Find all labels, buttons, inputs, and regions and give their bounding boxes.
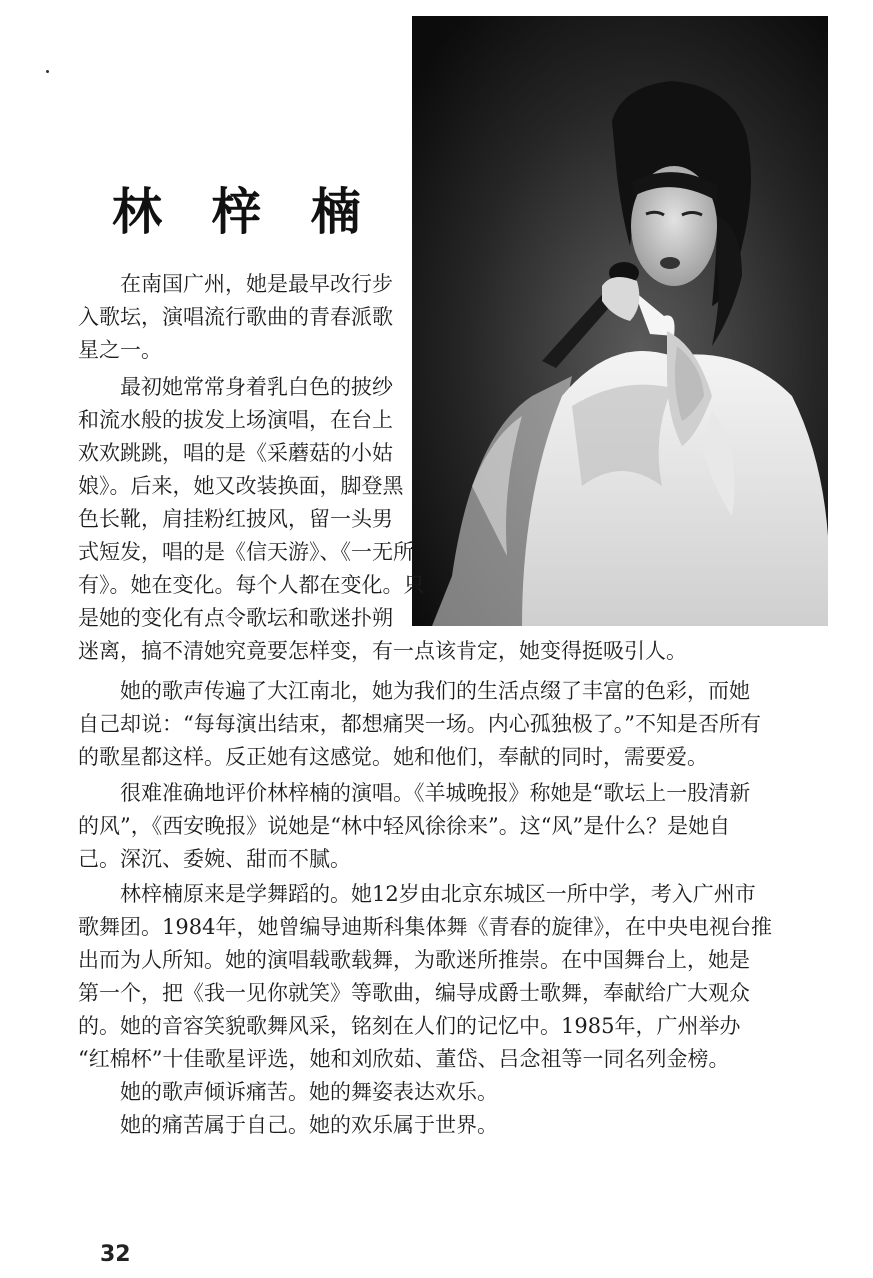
paragraph-closing-1: 她的歌声倾诉痛苦。她的舞姿表达欢乐。 — [120, 1080, 498, 1104]
paragraph-change: 最初她常常身着乳白色的披纱 和流水般的拔发上场演唱，在台上 欢欢跳跳，唱的是《采蘑菇的小姑 娘》。后来，她又改装换面，脚登黑 色长靴，肩挂粉红披风，留一头男 式短发，唱的是《信天游》、《一无所 有》。她在变化。每个人都在变化。只 是她的变化有点令歌坛和歌迷扑朔 迷离，搞不清她究竟要怎样变，有一点该肯定，她变得挺吸引人。 — [78, 375, 687, 663]
paragraph-intro: 在南国广州，她是最早改行步 入歌坛，演唱流行歌曲的青春派歌 星之一。 — [78, 272, 393, 362]
page-number: 32 — [100, 1242, 131, 1267]
article-title: 林 梓 楠 — [112, 183, 377, 241]
paragraph-career: 林梓楠原来是学舞蹈的。她12岁由北京东城区一所中学，考入广州市 歌舞团。1984年，她曾编导迪斯科集体舞《青春的旋律》，在中央电视台推 出而为人所知。她的演唱载歌载舞，为歌迷所推崇。在中国舞台上，她是 第一个，把《我一见你就笑》等歌曲，编导成爵士歌舞，奉献给广大观众 的。她的音容笑貌歌舞风采，铭刻在人们的记忆中。1985年，广州举办 “红棉杯”十佳歌星评选，她和刘欣茹、董岱、吕念祖等一同名列金榜。 — [78, 882, 772, 1071]
paragraph-closing-2: 她的痛苦属于自己。她的欢乐属于世界。 — [120, 1113, 498, 1137]
paragraph-songs: 她的歌声传遍了大江南北，她为我们的生活点缀了丰富的色彩，而她 自己却说：“每每演出结束，都想痛哭一场。内心孤独极了。”不知是否所有 的歌星都这样。反正她有这感觉。她和他们，奉献的同时，需要爱。 — [78, 679, 761, 769]
print-speck — [46, 70, 49, 73]
paragraph-reviews: 很难准确地评价林梓楠的演唱。《羊城晚报》称她是“歌坛上一股清新 的风”，《西安晚报》说她是“林中轻风徐徐来”。这“风”是什么？是她自 己。深沉、委婉、甜而不腻。 — [78, 781, 751, 871]
